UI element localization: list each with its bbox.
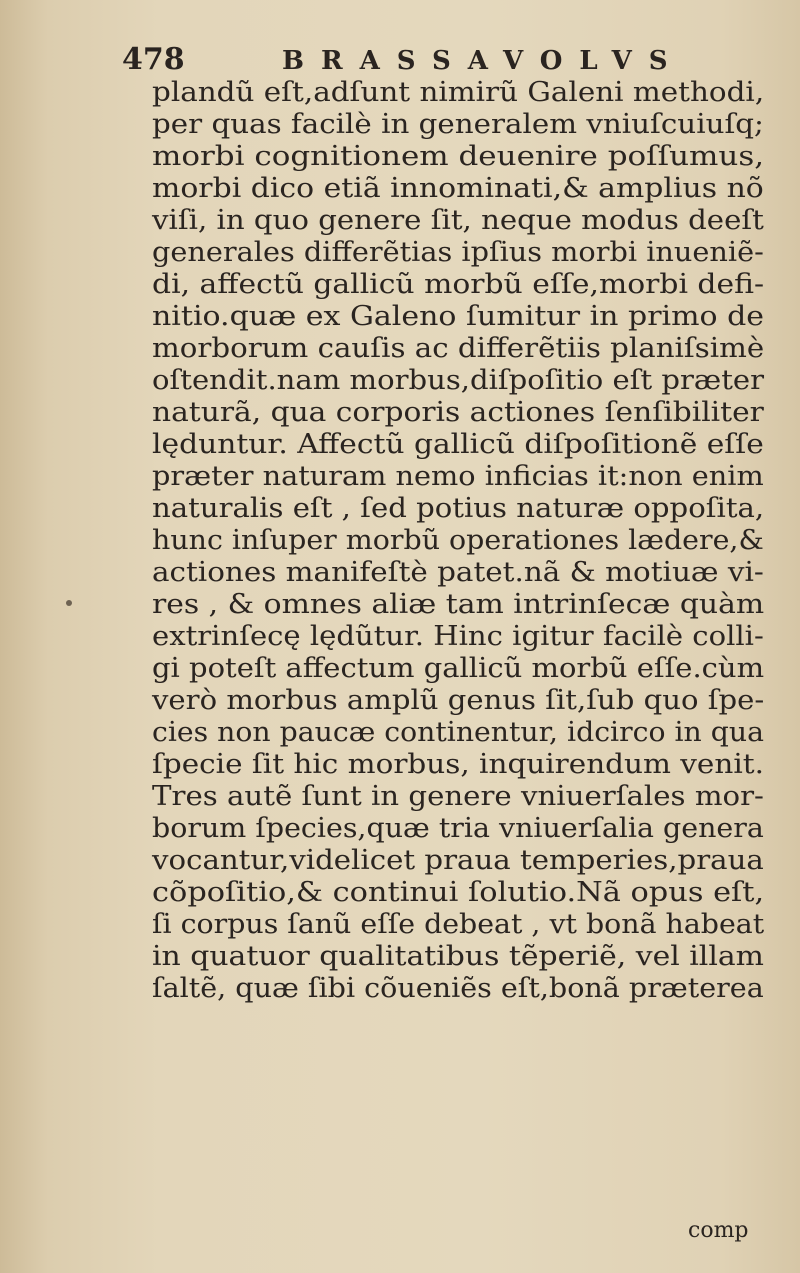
text-line: oſtendit.nam morbus,diſpoſitio eſt præter — [152, 364, 765, 396]
text-line: naturalis eſt , ſed potius naturæ oppoſita, — [152, 492, 765, 524]
text-line: cõpoſitio,& continui ſolutio.Nã opus eſt, — [152, 876, 765, 908]
text-line: cies non paucæ continentur, idcirco in qua — [152, 716, 764, 748]
text-line: præter naturam nemo inficias it:non enim — [152, 460, 764, 492]
text-line: verò morbus amplũ genus ſit,ſub quo ſpe- — [152, 684, 765, 716]
running-head: BRASSAVOLVS — [282, 46, 685, 76]
text-line: ſpecie ſit hic morbus, inquirendum venit. — [152, 748, 764, 780]
text-line: morbi cognitionem deuenire poſſumus, — [152, 140, 765, 172]
text-line: ſaltẽ, quæ ſibi cõueniẽs eſt,bonã præterea — [152, 972, 764, 1004]
text-line: plandũ eſt,adſunt nimirũ Galeni methodi, — [152, 76, 765, 108]
text-line: ſi corpus ſanũ eſſe debeat , vt bonã habeat — [152, 908, 765, 940]
text-line: vocantur,videlicet praua temperies,praua — [152, 844, 764, 876]
margin-dot — [66, 600, 72, 606]
text-line: morborum cauſis ac differẽtiis planiſsimè — [152, 332, 765, 364]
text-line: naturã, qua corporis actiones ſenſibiliter — [152, 396, 764, 428]
text-line: Tres autẽ ſunt in genere vniuerſales mor- — [152, 780, 764, 812]
text-line: gi poteſt affectum gallicũ morbũ eſſe.cùm — [152, 652, 765, 684]
text-line: di, affectũ gallicũ morbũ eſſe,morbi defi- — [152, 268, 765, 300]
text-line: per quas facilè in generalem vniuſcuiuſq; — [152, 108, 764, 140]
text-line: borum ſpecies,quæ tria vniuerſalia genera — [152, 812, 764, 844]
text-line: actiones manifeſtè patet.nã & motiuæ vi- — [152, 556, 764, 588]
catchword: comp — [688, 1218, 749, 1243]
text-line: res , & omnes aliæ tam intrinſecæ quàm — [152, 588, 765, 620]
page-number: 478 — [122, 42, 185, 77]
text-line: morbi dico etiã innominati,& amplius nõ — [152, 172, 764, 204]
text-line: nitio.quæ ex Galeno ſumitur in primo de — [152, 300, 765, 332]
text-line: lęduntur. Affectũ gallicũ diſpoſitionẽ eſſe — [152, 428, 764, 460]
body-text — [152, 76, 772, 1004]
text-line: generales differẽtias ipſius morbi inueniẽ- — [152, 236, 764, 268]
page-header — [122, 38, 685, 78]
text-line: extrinſecę lędũtur. Hinc igitur facilè colli- — [152, 620, 764, 652]
text-line: hunc inſuper morbũ operationes lædere,& — [152, 524, 764, 556]
text-line: viſi, in quo genere ſit, neque modus deeſt — [152, 204, 764, 236]
text-line: in quatuor qualitatibus tẽperiẽ, vel illam — [152, 940, 764, 972]
